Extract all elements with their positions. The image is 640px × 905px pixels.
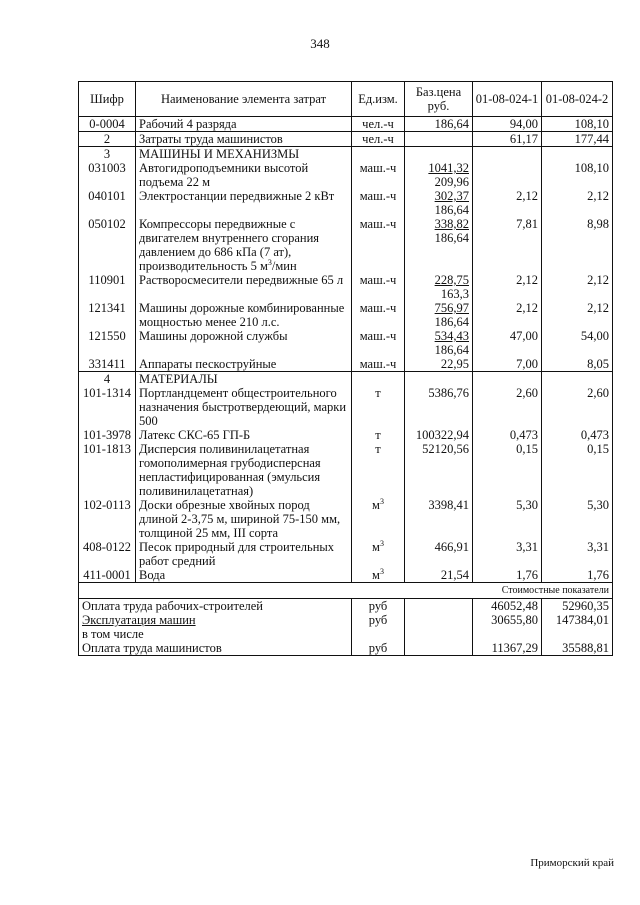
row-name: Рабочий 4 разряда — [136, 117, 352, 132]
summary-row — [79, 641, 613, 656]
row-code: 121550 — [79, 329, 136, 357]
summary-caption: Стоимостные показатели — [79, 583, 613, 599]
superscript: 3 — [379, 538, 384, 548]
price-wage: 186,64 — [434, 203, 469, 217]
row-value-1: 0,15 — [473, 442, 542, 498]
row-value-1: 1,76 — [473, 568, 542, 583]
price-base: 302,37 — [434, 189, 469, 203]
unit-text: м — [372, 540, 380, 554]
row-unit: чел.-ч — [352, 132, 405, 147]
row-code: 408-0122 — [79, 540, 136, 568]
table-row — [79, 498, 613, 540]
summary-row — [79, 627, 613, 641]
summary-operators-unit: руб — [352, 641, 405, 656]
row-unit: т — [352, 442, 405, 498]
row-value-2: 2,12 — [542, 273, 613, 301]
row-name — [136, 217, 352, 273]
row-name: Латекс СКС-65 ГП-Б — [136, 428, 352, 442]
row-value-1: 3,31 — [473, 540, 542, 568]
header-unit: Ед.изм. — [352, 82, 405, 117]
header-name: Наименование элемента затрат — [136, 82, 352, 117]
summary-operators-v2: 35588,81 — [542, 641, 613, 656]
price-base: 338,82 — [434, 217, 469, 231]
row-name: Машины дорожные комбинированные мощностью менее 210 л.с. — [136, 301, 352, 329]
row-value-2: 8,05 — [542, 357, 613, 372]
row-price — [405, 273, 473, 301]
row-value-1: 5,30 — [473, 498, 542, 540]
row-name-text: Компрессоры передвижные с двигателем внутреннего сгорания давлением до 686 кПа (7 ат), производительность 5 м — [139, 217, 320, 273]
row-value-2: 8,98 — [542, 217, 613, 273]
row-price: 5386,76 — [405, 386, 473, 428]
price-base: 228,75 — [434, 273, 469, 287]
page-number: 348 — [310, 36, 330, 51]
price-base: 1041,32 — [428, 161, 469, 175]
row-value-2: 3,31 — [542, 540, 613, 568]
row-unit: т — [352, 386, 405, 428]
row-price — [405, 189, 473, 217]
row-unit — [352, 540, 405, 568]
section-code: 4 — [79, 372, 136, 387]
row-value-2: 108,10 — [542, 161, 613, 189]
summary-machines-v2: 147384,01 — [542, 613, 613, 627]
row-unit — [352, 568, 405, 583]
row-name: Аппараты пескоструйные — [136, 357, 352, 372]
row-unit: чел.-ч — [352, 117, 405, 132]
summary-labor-v1: 46052,48 — [473, 599, 542, 614]
price-wage: 186,64 — [434, 315, 469, 329]
summary-labor-unit: руб — [352, 599, 405, 614]
row-code: 101-1813 — [79, 442, 136, 498]
row-value-1: 47,00 — [473, 329, 542, 357]
header-col2: 01-08-024-2 — [542, 82, 613, 117]
row-value-2: 0,473 — [542, 428, 613, 442]
row-price: 21,54 — [405, 568, 473, 583]
table-row — [79, 540, 613, 568]
row-unit: маш.-ч — [352, 273, 405, 301]
row-name: Растворосмесители передвижные 65 л — [136, 273, 352, 301]
summary-machines-unit: руб — [352, 613, 405, 627]
table-row — [79, 273, 613, 301]
table-row — [79, 428, 613, 442]
row-value-2: 2,12 — [542, 189, 613, 217]
header-price: Баз.цена руб. — [405, 82, 473, 117]
row-price: 52120,56 — [405, 442, 473, 498]
row-value-1: 7,81 — [473, 217, 542, 273]
row-code: 110901 — [79, 273, 136, 301]
table-row — [79, 132, 613, 147]
unit-text: м — [372, 498, 380, 512]
price-base: 756,97 — [434, 301, 469, 315]
row-value-2: 54,00 — [542, 329, 613, 357]
row-value-1: 94,00 — [473, 117, 542, 132]
table-row — [79, 217, 613, 273]
row-code: 331411 — [79, 357, 136, 372]
price-wage: 163,3 — [440, 287, 469, 301]
row-value-2: 2,60 — [542, 386, 613, 428]
row-price — [405, 329, 473, 357]
superscript: 3 — [379, 566, 384, 576]
summary-row — [79, 599, 613, 614]
row-name: Затраты труда машинистов — [136, 132, 352, 147]
row-code: 411-0001 — [79, 568, 136, 583]
row-price: 100322,94 — [405, 428, 473, 442]
row-value-2: 5,30 — [542, 498, 613, 540]
summary-machines-v1: 30655,80 — [473, 613, 542, 627]
unit-text: м — [372, 568, 380, 582]
row-unit — [352, 498, 405, 540]
table-row — [79, 386, 613, 428]
price-base: 534,43 — [434, 329, 469, 343]
row-name: Вода — [136, 568, 352, 583]
row-price — [405, 161, 473, 189]
row-value-1: 7,00 — [473, 357, 542, 372]
row-name-tail: /мин — [271, 259, 297, 273]
section-title: МАШИНЫ И МЕХАНИЗМЫ — [136, 147, 352, 162]
row-price — [405, 132, 473, 147]
row-price: 186,64 — [405, 117, 473, 132]
table-row — [79, 329, 613, 357]
row-price — [405, 217, 473, 273]
row-code: 050102 — [79, 217, 136, 273]
summary-row — [79, 613, 613, 627]
row-price: 3398,41 — [405, 498, 473, 540]
summary-labor-label: Оплата труда рабочих-строителей — [79, 599, 352, 614]
table-row — [79, 117, 613, 132]
row-value-2: 177,44 — [542, 132, 613, 147]
row-unit: маш.-ч — [352, 217, 405, 273]
row-name: Портландцемент общестроительного назначения быстротвердеющий, марки 500 — [136, 386, 352, 428]
row-unit: маш.-ч — [352, 329, 405, 357]
table-row — [79, 442, 613, 498]
row-name: Автогидроподъемники высотой подъема 22 м — [136, 161, 352, 189]
region-footer: Приморский край — [530, 857, 614, 869]
row-value-1: 0,473 — [473, 428, 542, 442]
row-name: Дисперсия поливинилацетатная гомополимерная грубодисперсная непластифицированная (эмульсия поливинилацетатная) — [136, 442, 352, 498]
row-code: 102-0113 — [79, 498, 136, 540]
section-code: 3 — [79, 147, 136, 162]
price-wage: 186,64 — [434, 231, 469, 245]
row-value-1: 61,17 — [473, 132, 542, 147]
table-row — [79, 357, 613, 372]
row-price — [405, 301, 473, 329]
row-code: 101-3978 — [79, 428, 136, 442]
row-name: Машины дорожной службы — [136, 329, 352, 357]
summary-machines-text: Эксплуатация машин — [82, 613, 196, 627]
row-code: 040101 — [79, 189, 136, 217]
row-unit: т — [352, 428, 405, 442]
price-wage: 209,96 — [434, 175, 469, 189]
summary-operators-v1: 11367,29 — [473, 641, 542, 656]
header-col1: 01-08-024-1 — [473, 82, 542, 117]
cost-table — [78, 81, 613, 656]
section-row — [79, 147, 613, 162]
row-value-2: 1,76 — [542, 568, 613, 583]
superscript: 3 — [267, 257, 272, 267]
header-code: Шифр — [79, 82, 136, 117]
row-unit: маш.-ч — [352, 189, 405, 217]
row-name: Песок природный для строительных работ средний — [136, 540, 352, 568]
row-code: 101-1314 — [79, 386, 136, 428]
row-code: 031003 — [79, 161, 136, 189]
row-unit: маш.-ч — [352, 161, 405, 189]
row-price: 22,95 — [405, 357, 473, 372]
summary-operators-label: Оплата труда машинистов — [79, 641, 352, 656]
row-value-2: 2,12 — [542, 301, 613, 329]
table-row — [79, 568, 613, 583]
row-code: 121341 — [79, 301, 136, 329]
section-row — [79, 372, 613, 387]
row-value-2: 0,15 — [542, 442, 613, 498]
summary-machines-label — [79, 613, 352, 627]
row-value-1: 2,60 — [473, 386, 542, 428]
superscript: 3 — [379, 496, 384, 506]
section-title: МАТЕРИАЛЫ — [136, 372, 352, 387]
row-code: 0-0004 — [79, 117, 136, 132]
table-header-row — [79, 82, 613, 117]
table-row — [79, 161, 613, 189]
row-code: 2 — [79, 132, 136, 147]
summary-labor-v2: 52960,35 — [542, 599, 613, 614]
row-value-1: 2,12 — [473, 189, 542, 217]
table-row — [79, 189, 613, 217]
row-value-2: 108,10 — [542, 117, 613, 132]
row-name: Доски обрезные хвойных пород длиной 2-3,75 м, шириной 75-150 мм, толщиной 25 мм, III сорта — [136, 498, 352, 540]
row-unit: маш.-ч — [352, 357, 405, 372]
price-wage: 186,64 — [434, 343, 469, 357]
row-value-1: 2,12 — [473, 301, 542, 329]
summary-caption-row — [79, 583, 613, 599]
row-price: 466,91 — [405, 540, 473, 568]
row-unit: маш.-ч — [352, 301, 405, 329]
row-name: Электростанции передвижные 2 кВт — [136, 189, 352, 217]
row-value-1: 2,12 — [473, 273, 542, 301]
row-value-1 — [473, 161, 542, 189]
table-row — [79, 301, 613, 329]
summary-including-label: в том числе — [79, 627, 352, 641]
